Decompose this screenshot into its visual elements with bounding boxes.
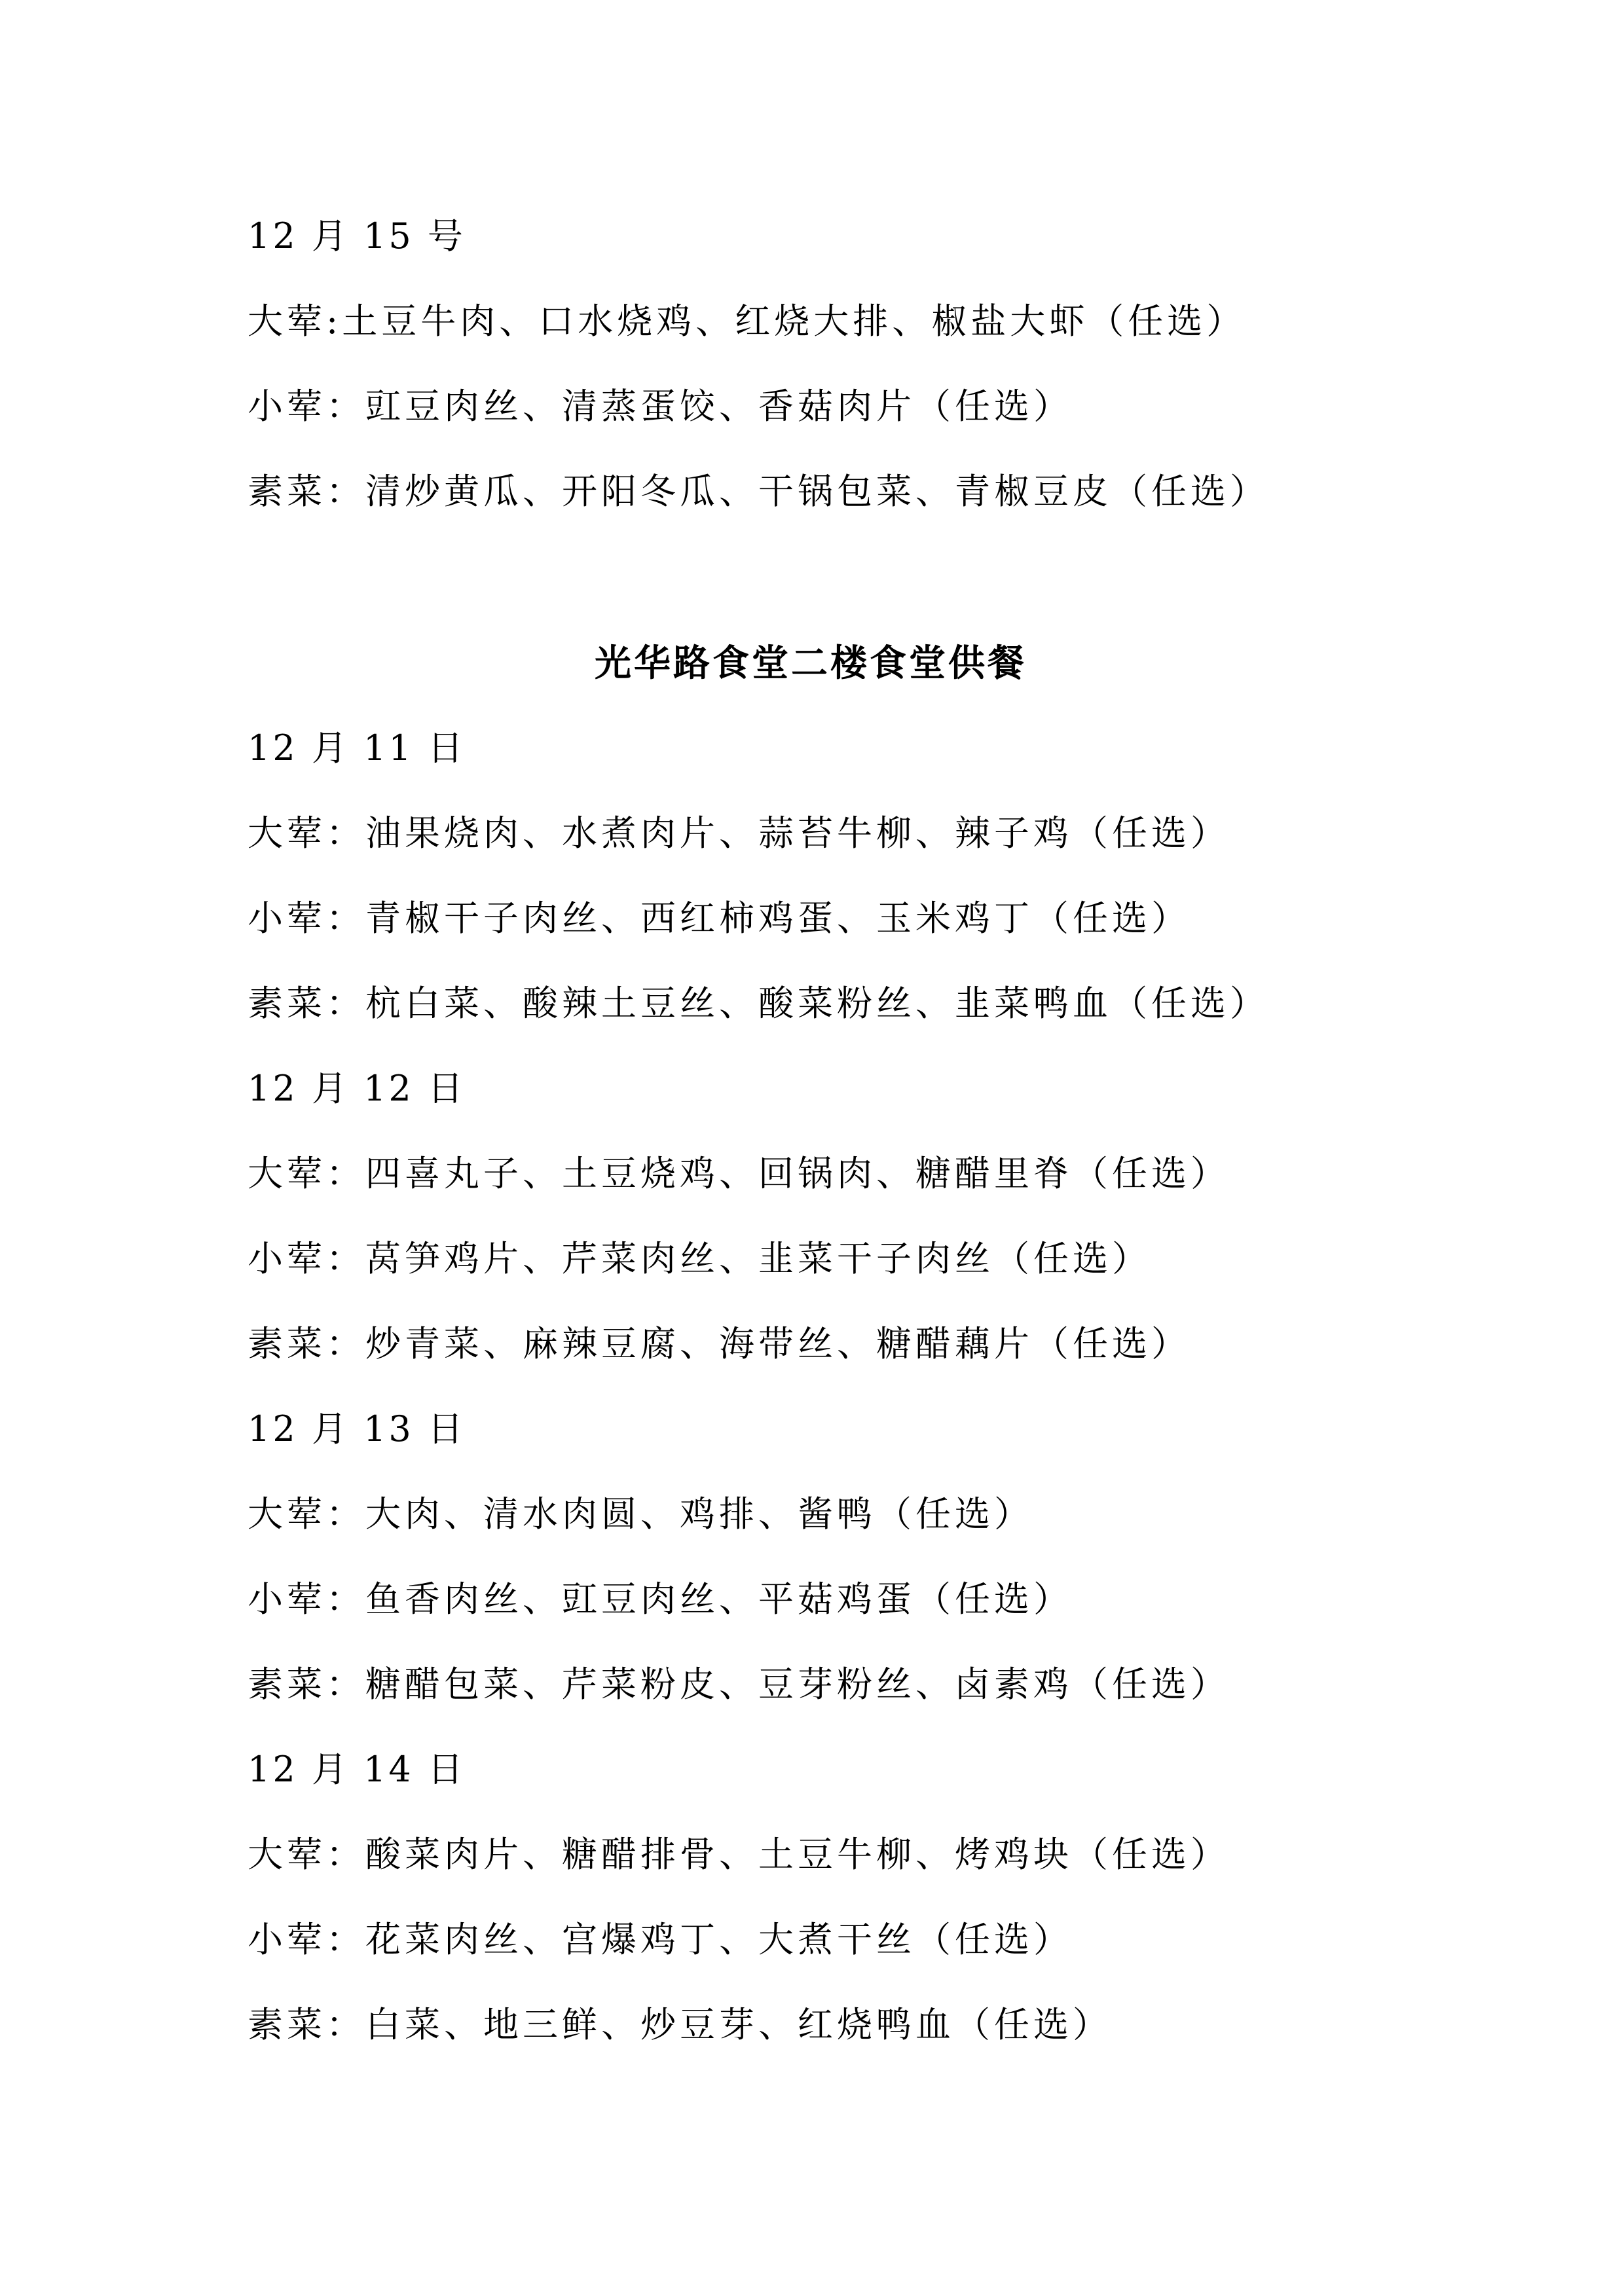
menu-line-minor-meat: 小荤：豇豆肉丝、清蒸蛋饺、香菇肉片（任选） — [248, 386, 1073, 427]
date-heading: 12 月 12 日 — [248, 1068, 466, 1109]
menu-line-minor-meat: 小荤：花菜肉丝、宫爆鸡丁、大煮干丝（任选） — [248, 1919, 1073, 1960]
menu-line-major-meat: 大荤：大肉、清水肉圆、鸡排、酱鸭（任选） — [248, 1493, 1033, 1535]
date-heading: 12 月 14 日 — [248, 1749, 466, 1790]
menu-line-minor-meat: 小荤：莴笋鸡片、芹菜肉丝、韭菜干子肉丝（任选） — [248, 1238, 1151, 1279]
section-gap — [248, 534, 1393, 621]
menu-line-vegetable: 素菜：白菜、地三鲜、炒豆芽、红烧鸭血（任选） — [248, 2004, 1112, 2045]
menu-line-major-meat: 大荤:土豆牛肉、口水烧鸡、红烧大排、椒盐大虾（任选） — [248, 301, 1246, 342]
menu-line-major-meat: 大荤：油果烧肉、水煮肉片、蒜苔牛柳、辣子鸡（任选） — [248, 812, 1230, 854]
menu-line-vegetable: 素菜：杭白菜、酸辣土豆丝、酸菜粉丝、韭菜鸭血（任选） — [248, 983, 1269, 1024]
menu-line-major-meat: 大荤：四喜丸子、土豆烧鸡、回锅肉、糖醋里脊（任选） — [248, 1153, 1230, 1194]
menu-line-major-meat: 大荤：酸菜肉片、糖醋排骨、土豆牛柳、烤鸡块（任选） — [248, 1834, 1230, 1875]
date-heading: 12 月 15 号 — [248, 215, 466, 257]
menu-line-minor-meat: 小荤：鱼香肉丝、豇豆肉丝、平菇鸡蛋（任选） — [248, 1578, 1073, 1620]
menu-line-vegetable: 素菜：炒青菜、麻辣豆腐、海带丝、糖醋藕片（任选） — [248, 1323, 1190, 1364]
date-heading: 12 月 11 日 — [248, 727, 466, 769]
menu-line-minor-meat: 小荤：青椒干子肉丝、西红柿鸡蛋、玉米鸡丁（任选） — [248, 898, 1190, 939]
menu-content — [248, 194, 1393, 2068]
menu-line-vegetable: 素菜：清炒黄瓜、开阳冬瓜、干锅包菜、青椒豆皮（任选） — [248, 471, 1269, 512]
date-heading: 12 月 13 日 — [248, 1408, 466, 1449]
menu-line-vegetable: 素菜：糖醋包菜、芹菜粉皮、豆芽粉丝、卤素鸡（任选） — [248, 1664, 1230, 1705]
section-title: 光华路食堂二楼食堂供餐 — [595, 642, 1027, 685]
